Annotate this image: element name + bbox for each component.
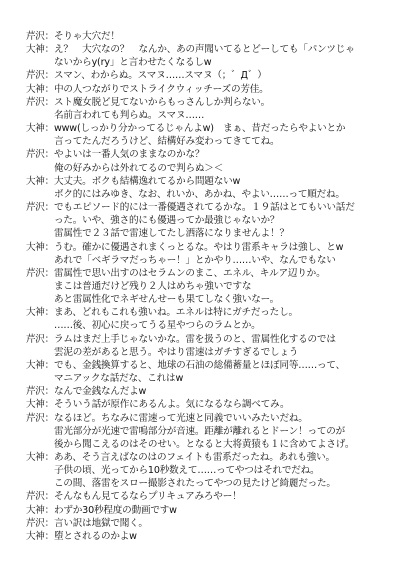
speaker-label: 芹沢： xyxy=(26,491,54,503)
dialogue-line xyxy=(26,490,388,503)
dialogue-line xyxy=(26,477,388,490)
dialogue-line xyxy=(26,254,388,267)
dialogue-text: でもエピソード的には一番優遇されてるかな。１９話はとてもいい話だ xyxy=(54,202,355,214)
dialogue-line xyxy=(26,530,388,543)
dialogue-text: まあ、どれもこれも強いね。エネルは特にガチだったし。 xyxy=(54,307,298,319)
dialogue-line xyxy=(26,122,388,135)
dialogue-text: 後から聞こえるのはそのせい。となると大将黄猿も１に含めてよさげ。 xyxy=(54,438,355,450)
speaker-label: 大神： xyxy=(26,44,54,56)
dialogue-line xyxy=(26,372,388,385)
speaker-label: 大神： xyxy=(26,241,54,253)
dialogue-line xyxy=(26,30,388,43)
dialogue-text: スト魔女脱ど見てないからもっさんしか判らない。 xyxy=(54,96,271,108)
dialogue-line xyxy=(26,214,388,227)
dialogue-line xyxy=(26,438,388,451)
speaker-label: 大神： xyxy=(26,504,54,516)
speaker-label: 芹沢： xyxy=(26,267,54,279)
speaker-label: 芹沢： xyxy=(26,70,54,82)
dialogue-line xyxy=(26,333,388,346)
speaker-label: 大神： xyxy=(26,175,54,187)
speaker-label: 大神： xyxy=(26,399,54,411)
speaker-label: 大神： xyxy=(26,452,54,463)
speaker-label: 芹沢： xyxy=(26,149,54,161)
dialogue-text: 中の人つながりでストライクウィッチーズの芳佳。 xyxy=(54,83,269,95)
dialogue-text: でも、金銭換算すると、地球の石油の総備蓄量とほぼ同等……って、 xyxy=(54,359,346,371)
dialogue-text: 堕とされるのかよw xyxy=(54,530,137,542)
dialogue-text: マニアックな話だな、これはw xyxy=(54,373,184,385)
dialogue-line xyxy=(26,175,388,188)
speaker-label: 芹沢： xyxy=(26,31,54,42)
dialogue-line xyxy=(26,464,388,477)
speaker-label: 大神： xyxy=(26,307,54,319)
speaker-label: 芹沢： xyxy=(26,386,54,398)
dialogue-text: そういう話が原作にあるんよ。気になるなら調べてみ。 xyxy=(54,399,290,411)
speaker-label: 芹沢： xyxy=(26,412,54,424)
dialogue-line xyxy=(26,96,388,109)
dialogue-line xyxy=(26,306,388,319)
dialogue-text: スマン、わからぬ。スマヌ……スマヌ（；゛Д゛） xyxy=(54,70,267,82)
dialogue-text: 言い訳は地獄で聞く。 xyxy=(54,517,148,529)
dialogue-text: なんで金銭なんだよw xyxy=(54,386,147,398)
dialogue-text: 大丈夫。ボクも結構逸れてるから問題ないw xyxy=(54,175,241,187)
dialogue-line xyxy=(26,241,388,254)
dialogue-line xyxy=(26,293,388,306)
dialogue-text: あと雷属性化でネギせんせーも果てしなく強いなー。 xyxy=(54,294,280,306)
dialogue-text: わずか30秒程度の動画ですw xyxy=(54,504,177,516)
dialogue-text: 雷属性で思い出すのはセラムンのまこ、エネル、キルア辺りか。 xyxy=(54,267,326,279)
dialogue-text: なるほど。ちなみに雷速って光速と同義でいいみたいだね。 xyxy=(54,412,308,424)
dialogue-text: ラムはまだ上手じゃないかな。雷を扱うのと、雷属性化するのでは xyxy=(54,333,336,345)
dialogue-line xyxy=(26,398,388,411)
dialogue-text: ……後、初心に戻ってうる星やつらのラムとか。 xyxy=(54,320,261,332)
dialogue-line xyxy=(26,188,388,201)
dialogue-line xyxy=(26,425,388,438)
dialogue-text: この間、落雷をスロー撮影されたってやつの見たけど綺麗だった。 xyxy=(54,478,336,490)
dialogue-text: った。いや、強さ的にも優遇ってか最強じゃないか？ xyxy=(54,215,280,227)
dialogue-text: そりゃ大穴だ！ xyxy=(54,31,120,42)
dialogue-text: 名前言われても判らぬ。スマヌ…… xyxy=(54,109,205,121)
dialogue-line xyxy=(26,359,388,372)
dialogue-line xyxy=(26,162,388,175)
dialogue-text: あれで「ベギラマだっちゃー！」とかやり……いや、なんでもない xyxy=(54,254,336,266)
dialogue-line xyxy=(26,56,388,69)
dialogue-line xyxy=(26,43,388,56)
dialogue-text: 雲泥の差があると思う。やはり雷速はガチすぎるでしょう xyxy=(54,346,299,358)
dialogue-text: ああ、そう言えばなのはのフェイトも雷系だったね。あれも強い。 xyxy=(54,452,335,463)
speaker-label: 芹沢： xyxy=(26,202,54,214)
dialogue-text: そんなもん見てるならプリキュアみろやー！ xyxy=(54,491,242,503)
speaker-label: 大神： xyxy=(26,530,54,542)
dialogue-line xyxy=(26,69,388,82)
dialogue-line xyxy=(26,227,388,240)
dialogue-text: 雷属性で２３話で雷速してたし洒落になりませんよ！？ xyxy=(54,228,289,240)
speaker-label: 芹沢： xyxy=(26,96,54,108)
dialogue-text: www(しっかり分かってるじゃんよw) まぁ、昔だったらやよいとか xyxy=(54,123,346,135)
dialogue-line xyxy=(26,267,388,280)
dialogue-line xyxy=(26,346,388,359)
dialogue-line xyxy=(26,504,388,517)
dialogue-line xyxy=(26,280,388,293)
dialogue-text: 子供の頃、光ってから10秒数えて……ってやつはそれでだね。 xyxy=(54,465,320,477)
dialogue-line xyxy=(26,201,388,214)
dialogue-line xyxy=(26,412,388,425)
dialogue-line xyxy=(26,148,388,161)
dialogue-text: やよいは一番人気のままなのかな？ xyxy=(54,149,205,161)
dialogue-text: ボク的にはみゆき、なお、れいか、あかね、やよい……って順だね。 xyxy=(54,188,345,200)
dialogue-text: 雷光部分が光速で雷鳴部分が音速。距離が離れるとドーン！ってのが xyxy=(54,425,346,437)
dialogue-line xyxy=(26,109,388,122)
dialogue-line xyxy=(26,451,388,464)
dialogue-text: え？ 大穴なの？ なんか、あの声聞いてるとどーしても「パンツじゃ xyxy=(54,44,355,56)
dialogue-text: まこは普通だけど残り２人はめちゃ強いですな xyxy=(54,280,252,292)
dialogue-line xyxy=(26,319,388,332)
speaker-label: 大神： xyxy=(26,123,54,135)
speaker-label: 大神： xyxy=(26,83,54,95)
dialogue-text: 言ってたんだろうけど、結構好み変わってきててね。 xyxy=(54,136,280,148)
dialogue-line xyxy=(26,83,388,96)
speaker-label: 大神： xyxy=(26,359,54,371)
dialogue-line xyxy=(26,135,388,148)
dialogue-text: うむ。確かに優遇されまくっとるな。やはり雷系キャラは強し、とw xyxy=(54,241,344,253)
speaker-label: 芹沢： xyxy=(26,517,54,529)
dialogue-text: 俺の好みからは外れてるので判らぬ＞＜ xyxy=(54,162,224,174)
speaker-label: 芹沢： xyxy=(26,333,54,345)
dialogue-line xyxy=(26,517,388,530)
dialogue-line xyxy=(26,385,388,398)
dialogue-text: ないからy(ry」と言わせたくなるしw xyxy=(54,57,212,69)
